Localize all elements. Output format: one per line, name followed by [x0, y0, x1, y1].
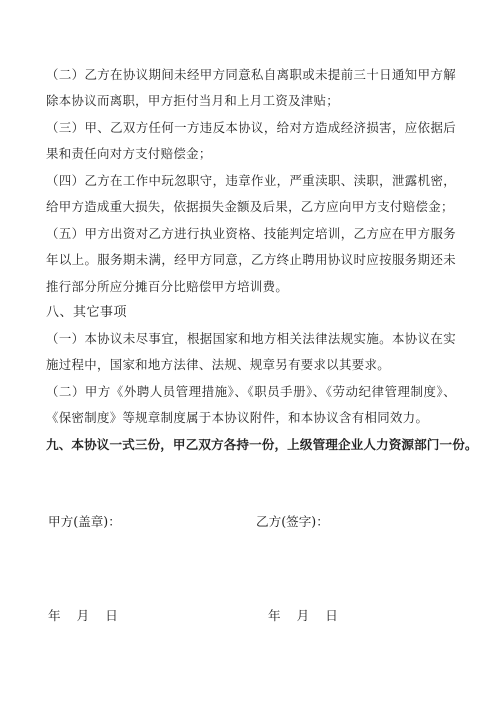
clause-2: （二）乙方在协议期间未经甲方同意私自离职或未提前三十日通知甲方解除本协议而离职，甲方拒付当月和上月工资及津贴； — [46, 67, 456, 109]
clause-3: （三）甲、乙双方任何一方违反本协议，给对方造成经济损害，应依据后果和责任向对方支付赔偿金； — [46, 120, 456, 162]
section-9-text: 九、本协议一式三份，甲乙双方各持一份，上级管理企业人力资源部门一份。 — [46, 437, 478, 452]
party-b-signature-label: 乙方(签字)： — [256, 514, 329, 529]
section-8-item-1: （一）本协议未尽事宜，根据国家和地方相关法律法规实施。本协议在实施过程中，国家和地方法律、法规、规章另有要求以其要求。 — [46, 331, 456, 373]
section-8-heading: 八、其它事项 — [46, 305, 128, 320]
clause-4: （四）乙方在工作中玩忽职守，违章作业，严重渎职、渎职，泄露机密，给甲方造成重大损失，依据损失金额及后果，乙方应向甲方支付赔偿金； — [46, 173, 456, 215]
clause-5: （五）甲方出资对乙方进行执业资格、技能判定培训，乙方应在甲方服务年以上。服务期未满，经甲方同意，乙方终止聘用协议时应按服务期还未推行部分所应分摊百分比赔偿甲方培训费。 — [46, 226, 456, 294]
party-a-seal-label: 甲方(盖章)： — [48, 514, 121, 529]
party-a-date: 年 月 日 — [48, 608, 118, 623]
section-8-item-2: （二）甲方《外聘人员管理措施》、《职员手册》、《劳动纪律管理制度》、《保密制度》等规章制度属于本协议附件，和本协议含有相同效力。 — [46, 384, 456, 426]
party-b-date: 年 月 日 — [268, 608, 338, 623]
